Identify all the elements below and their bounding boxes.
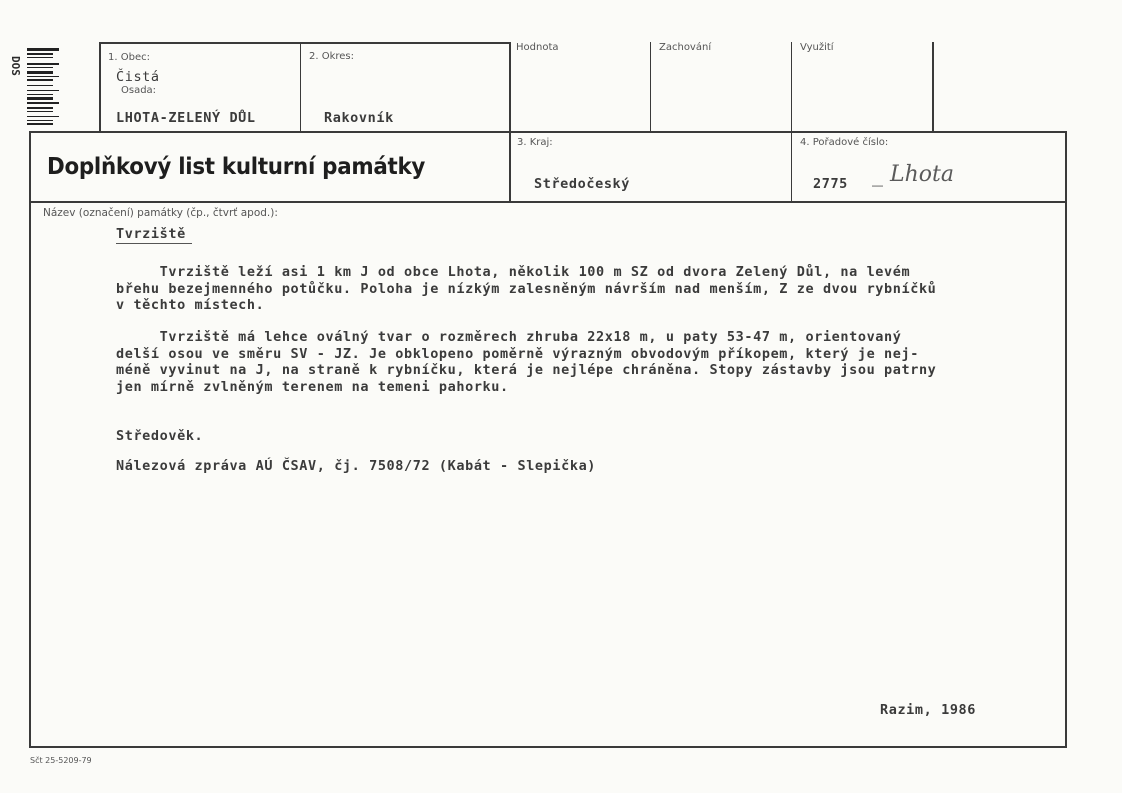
reference: Nálezová zpráva AÚ ČSAV, čj. 7508/72 (Kabát - Slepička) — [116, 458, 597, 474]
frame-mid-horizontal — [29, 131, 1067, 133]
barcode-stripe — [27, 90, 59, 91]
zachovani-label: Zachování — [659, 42, 712, 53]
frame-left — [29, 131, 31, 748]
frame-divider-okres-hodnota — [509, 42, 511, 202]
barcode-stripe — [27, 53, 53, 55]
frame-divider-zachovani-vyuziti — [791, 42, 792, 202]
nazev-underline — [116, 243, 192, 244]
signature: Razim, 1986 — [880, 702, 977, 718]
barcode-stripe — [27, 76, 59, 77]
barcode-stripe — [27, 79, 53, 81]
barcode-stripe — [27, 107, 53, 109]
print-code: Sčt 25-5209-79 — [30, 756, 92, 765]
nazev-value: Tvrziště — [116, 226, 186, 242]
dating: Středověk. — [116, 428, 204, 444]
form-title: Doplňkový list kulturní památky — [47, 154, 426, 180]
barcode-stripe — [27, 102, 59, 104]
frame-header-bottom — [29, 201, 1067, 203]
paragraph-1: Tvrziště leží asi 1 km J od obce Lhota, několik 100 m SZ od dvora Zelený Důl, na levém břehu bezejmenného potůčku. Poloha je nízkým zalesněným návrším nad menším, Z ze dvou rybníčků v těchto místech. — [116, 264, 937, 313]
poradove-label: 4. Pořadové číslo: — [800, 137, 889, 148]
paragraph-2: Tvrziště má lehce oválný tvar o rozměrech zhruba 22x18 m, u paty 53-47 m, orientovaný delší osou ve směru SV - JZ. Je obklopeno poměrně výrazným obvodovým příkopem, který je nej- méně vyvinut na J, na straně k rybníčku, která je nejlépe chráněna. Stopy zástavby jsou patrny jen mírně zvlněným terenem na temeni pahorku. — [116, 329, 937, 395]
barcode-stripe — [27, 123, 53, 125]
poradove-value: 2775 — [813, 176, 848, 192]
frame-divider-vyuziti-right — [932, 42, 934, 132]
frame-left-upper — [99, 42, 101, 132]
barcode-stripe — [27, 85, 53, 86]
barcode-stripe — [27, 94, 53, 95]
kraj-label: 3. Kraj: — [517, 137, 553, 148]
okres-label: 2. Okres: — [309, 51, 355, 62]
frame-divider-obec-okres — [300, 42, 301, 132]
hodnota-label: Hodnota — [516, 42, 559, 53]
okres-value: Rakovník — [324, 110, 394, 126]
frame-top-left — [99, 42, 510, 44]
barcode-stripe — [27, 120, 53, 121]
poradove-handwritten: _ Lhota — [872, 162, 954, 187]
kraj-value: Středočeský — [534, 176, 631, 192]
barcode-stripe — [27, 67, 53, 68]
vyuziti-label: Využití — [800, 42, 834, 53]
frame-right — [1065, 131, 1067, 748]
barcode-code: DOS — [9, 56, 22, 76]
frame-divider-hodnota-zachovani — [650, 42, 651, 132]
osada-value: LHOTA-ZELENÝ DŮL — [116, 110, 256, 126]
barcode-stripe — [27, 63, 59, 65]
barcode-stripe — [27, 97, 53, 100]
osada-label: Osada: — [121, 85, 157, 96]
frame-bottom — [29, 746, 1067, 748]
barcode-stripe — [27, 48, 59, 51]
obec-label: 1. Obec: — [108, 52, 150, 63]
barcode-stripe — [27, 116, 59, 117]
barcode — [27, 48, 59, 140]
nazev-label: Název (označení) památky (čp., čtvrť apod.): — [43, 207, 278, 219]
obec-value: Čistá — [116, 69, 160, 85]
barcode-stripe — [27, 71, 53, 74]
barcode-stripe — [27, 57, 53, 58]
barcode-stripe — [27, 111, 53, 112]
